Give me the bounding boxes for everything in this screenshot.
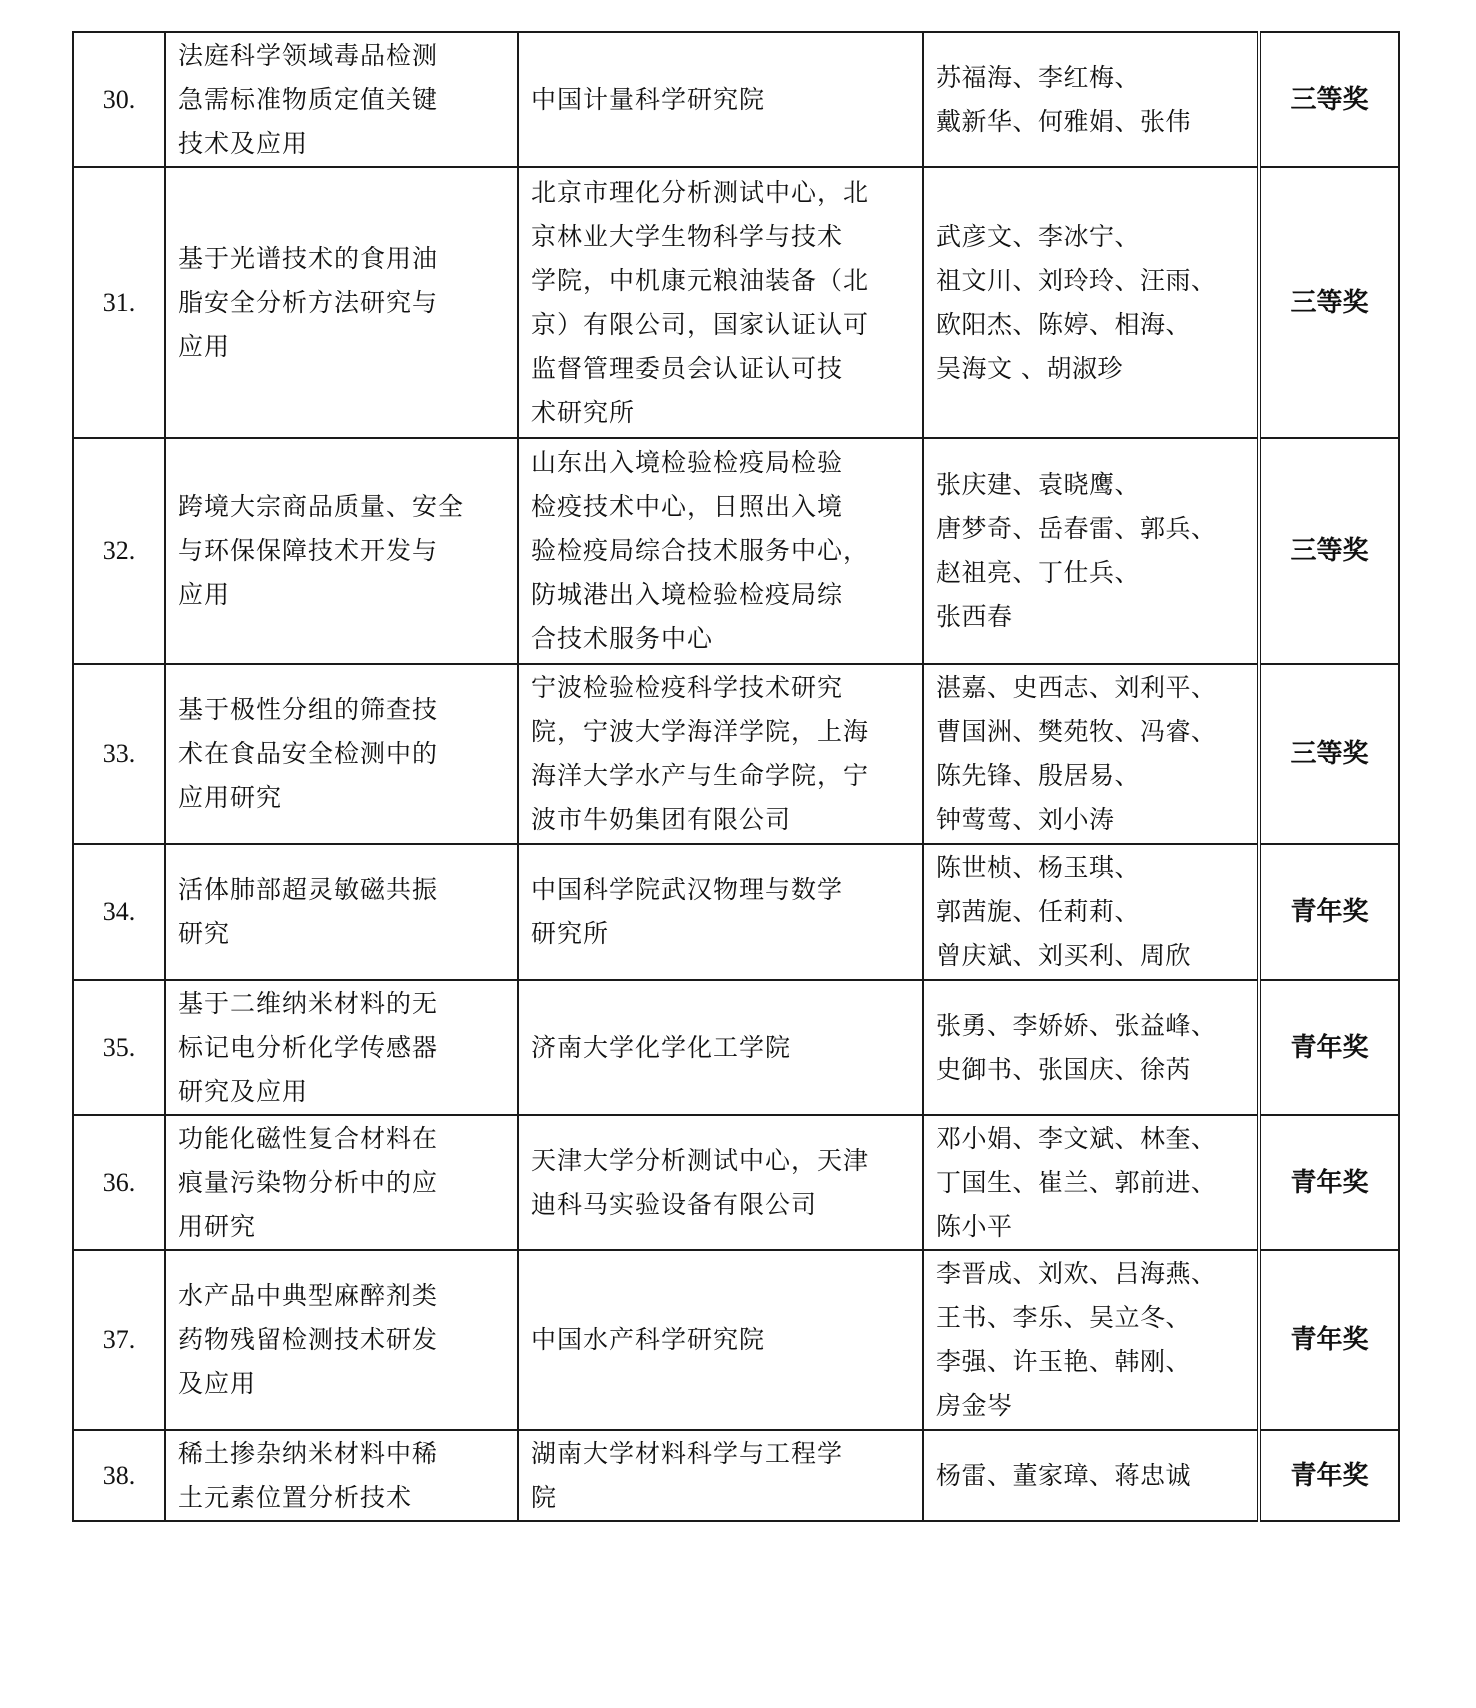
title-line: 及应用	[178, 1369, 257, 1398]
organization-line: 海洋大学水产与生命学院，宁	[531, 761, 870, 790]
organization	[518, 32, 923, 167]
organization-line: 检疫技术中心，日照出入境	[531, 492, 844, 521]
title-line: 水产品中典型麻醉剂类	[178, 1281, 439, 1310]
title-line: 应用	[178, 580, 231, 609]
organization-line: 研究所	[531, 919, 610, 948]
title-line: 技术及应用	[178, 128, 309, 158]
member-line: 丁国生、崔兰、郭前进、	[936, 1167, 1217, 1197]
team-members	[923, 1115, 1259, 1250]
member-line: 祖文川、刘玲玲、汪雨、	[936, 265, 1217, 295]
row-number: 35.	[73, 980, 165, 1115]
table-row	[73, 844, 1399, 980]
member-line: 张勇、李娇娇、张益峰、	[936, 1010, 1217, 1040]
team-members	[923, 1250, 1259, 1430]
row-number: 37.	[73, 1250, 165, 1430]
title-line: 术在食品安全检测中的	[178, 739, 439, 768]
project-title	[165, 844, 518, 980]
title-line: 法庭科学领域毒品检测	[178, 40, 439, 70]
award-level: 青年奖	[1259, 1115, 1399, 1250]
organization-line: 济南大学化学化工学院	[531, 1032, 792, 1062]
project-title	[165, 167, 518, 438]
organization	[518, 1430, 923, 1521]
organization-line: 院，宁波大学海洋学院，上海	[531, 717, 870, 746]
title-line: 基于极性分组的筛查技	[178, 695, 439, 724]
organization-line: 京林业大学生物科学与技术	[531, 221, 844, 251]
organization-line: 迪科马实验设备有限公司	[531, 1189, 818, 1219]
member-line: 武彦文、李冰宁、	[936, 221, 1141, 251]
team-members	[923, 1430, 1259, 1521]
award-level: 三等奖	[1259, 32, 1399, 167]
organization-line: 湖南大学材料科学与工程学	[531, 1438, 844, 1468]
table-row	[73, 1250, 1399, 1430]
project-title	[165, 980, 518, 1115]
member-line: 史御书、张国庆、徐芮	[936, 1054, 1192, 1084]
member-line: 房金岑	[936, 1391, 1013, 1420]
team-members	[923, 167, 1259, 438]
organization-line: 宁波检验检疫科学技术研究	[531, 673, 844, 702]
table-row	[73, 32, 1399, 167]
member-line: 陈先锋、殷居易、	[936, 761, 1141, 790]
award-level: 青年奖	[1259, 1250, 1399, 1430]
member-line: 曾庆斌、刘买利、周欣	[936, 941, 1192, 970]
member-line: 赵祖亮、丁仕兵、	[936, 558, 1141, 587]
team-members	[923, 438, 1259, 664]
team-members	[923, 664, 1259, 844]
member-line: 戴新华、何雅娟、张伟	[936, 106, 1192, 136]
award-level: 青年奖	[1259, 980, 1399, 1115]
member-line: 湛嘉、史西志、刘利平、	[936, 673, 1217, 702]
organization	[518, 980, 923, 1115]
table-row	[73, 980, 1399, 1115]
member-line: 郭茜旎、任莉莉、	[936, 897, 1141, 926]
awards-table	[72, 31, 1400, 1522]
member-line: 王书、李乐、吴立冬、	[936, 1303, 1192, 1332]
organization-line: 防城港出入境检验检疫局综	[531, 580, 844, 609]
title-line: 活体肺部超灵敏磁共振	[178, 875, 439, 904]
organization-line: 学院，中机康元粮油装备（北	[531, 265, 870, 295]
member-line: 邓小娟、李文斌、林奎、	[936, 1123, 1217, 1153]
title-line: 研究	[178, 919, 231, 948]
award-level: 青年奖	[1259, 844, 1399, 980]
project-title	[165, 32, 518, 167]
organization	[518, 1250, 923, 1430]
team-members	[923, 32, 1259, 167]
table-row	[73, 438, 1399, 664]
title-line: 基于光谱技术的食用油	[178, 243, 439, 273]
title-line: 脂安全分析方法研究与	[178, 287, 439, 317]
team-members	[923, 844, 1259, 980]
member-line: 李强、许玉艳、韩刚、	[936, 1347, 1192, 1376]
project-title	[165, 438, 518, 664]
member-line: 吴海文 、胡淑珍	[936, 353, 1123, 383]
organization-line: 中国科学院武汉物理与数学	[531, 875, 844, 904]
table-row	[73, 664, 1399, 844]
member-line: 曹国洲、樊苑牧、冯睿、	[936, 717, 1217, 746]
title-line: 标记电分析化学传感器	[178, 1032, 439, 1062]
title-line: 研究及应用	[178, 1076, 309, 1106]
title-line: 应用	[178, 331, 231, 361]
title-line: 土元素位置分析技术	[178, 1482, 413, 1512]
organization-line: 验检疫局综合技术服务中心，	[531, 536, 870, 565]
award-level: 青年奖	[1259, 1430, 1399, 1521]
member-line: 李晋成、刘欢、吕海燕、	[936, 1259, 1217, 1288]
organization	[518, 664, 923, 844]
row-number: 34.	[73, 844, 165, 980]
project-title	[165, 664, 518, 844]
organization-line: 天津大学分析测试中心，天津	[531, 1145, 870, 1175]
organization-line: 合技术服务中心	[531, 624, 714, 653]
row-number: 32.	[73, 438, 165, 664]
organization-line: 术研究所	[531, 397, 636, 427]
team-members	[923, 980, 1259, 1115]
award-level: 三等奖	[1259, 664, 1399, 844]
title-line: 稀土掺杂纳米材料中稀	[178, 1438, 439, 1468]
title-line: 功能化磁性复合材料在	[178, 1123, 439, 1153]
member-line: 欧阳杰、陈婷、相海、	[936, 309, 1192, 339]
organization	[518, 1115, 923, 1250]
table-row	[73, 1430, 1399, 1521]
organization-line: 京）有限公司，国家认证认可	[531, 309, 870, 339]
organization-line: 山东出入境检验检疫局检验	[531, 448, 844, 477]
row-number: 38.	[73, 1430, 165, 1521]
organization-line: 监督管理委员会认证认可技	[531, 353, 844, 383]
organization-line: 中国计量科学研究院	[531, 84, 766, 114]
title-line: 基于二维纳米材料的无	[178, 988, 439, 1018]
project-title	[165, 1430, 518, 1521]
member-line: 张西春	[936, 602, 1013, 631]
member-line: 杨雷、董家璋、蒋忠诚	[936, 1460, 1192, 1490]
title-line: 用研究	[178, 1211, 257, 1241]
organization-line: 北京市理化分析测试中心，北	[531, 177, 870, 207]
title-line: 跨境大宗商品质量、安全	[178, 492, 465, 521]
member-line: 唐梦奇、岳春雷、郭兵、	[936, 514, 1217, 543]
table-row	[73, 167, 1399, 438]
row-number: 36.	[73, 1115, 165, 1250]
table-row	[73, 1115, 1399, 1250]
title-line: 应用研究	[178, 783, 283, 812]
row-number: 31.	[73, 167, 165, 438]
award-level: 三等奖	[1259, 438, 1399, 664]
organization	[518, 167, 923, 438]
organization-line: 中国水产科学研究院	[531, 1325, 766, 1354]
member-line: 钟莺莺、刘小涛	[936, 805, 1115, 834]
organization	[518, 844, 923, 980]
table-body	[73, 32, 1399, 1521]
member-line: 苏福海、李红梅、	[936, 62, 1141, 92]
title-line: 急需标准物质定值关键	[178, 84, 439, 114]
project-title	[165, 1250, 518, 1430]
organization-line: 波市牛奶集团有限公司	[531, 805, 792, 834]
award-level: 三等奖	[1259, 167, 1399, 438]
row-number: 30.	[73, 32, 165, 167]
title-line: 药物残留检测技术研发	[178, 1325, 439, 1354]
member-line: 陈小平	[936, 1211, 1013, 1241]
title-line: 与环保保障技术开发与	[178, 536, 439, 565]
organization-line: 院	[531, 1482, 558, 1512]
row-number: 33.	[73, 664, 165, 844]
member-line: 张庆建、袁晓鹰、	[936, 470, 1141, 499]
project-title	[165, 1115, 518, 1250]
title-line: 痕量污染物分析中的应	[178, 1167, 439, 1197]
member-line: 陈世桢、杨玉琪、	[936, 853, 1141, 882]
organization	[518, 438, 923, 664]
